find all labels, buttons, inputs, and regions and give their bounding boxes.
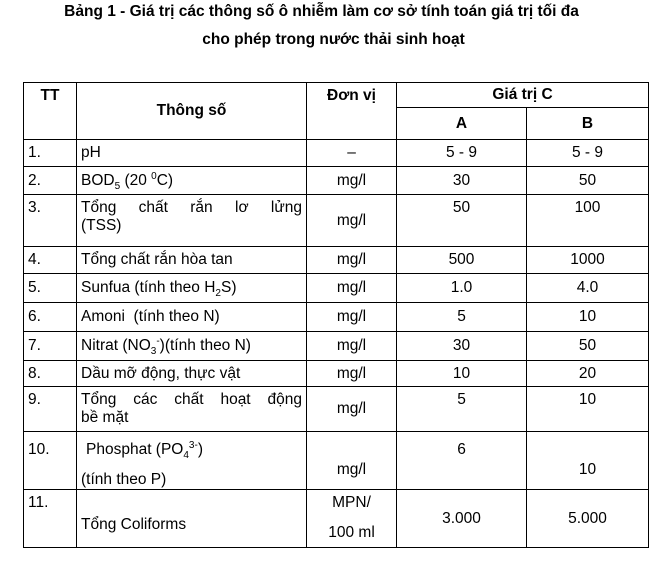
value-b-cell: 10 bbox=[527, 432, 649, 490]
value-b-cell: 100 bbox=[527, 195, 649, 247]
table-row bbox=[24, 247, 649, 274]
param-cell: Nitrat $(NO_3^-)(tính$ theo N) bbox=[77, 332, 307, 361]
param-cell: Dầu mỡ động, thực vật bbox=[77, 361, 307, 387]
value-a-cell: 5 bbox=[397, 387, 527, 432]
row-number: 11. bbox=[24, 490, 77, 548]
unit-cell: mg/l bbox=[307, 361, 397, 387]
param-cell: Tổng chất rắn hòa tan bbox=[77, 247, 307, 274]
row-number: 3. bbox=[24, 195, 77, 247]
value-a-cell: 3.000 bbox=[397, 490, 527, 548]
row-number: 6. bbox=[24, 303, 77, 332]
value-b-cell: 5 - 9 bbox=[527, 140, 649, 167]
row-number: 2. bbox=[24, 167, 77, 195]
value-a-cell: 5 bbox=[397, 303, 527, 332]
value-b-cell: 50 bbox=[527, 332, 649, 361]
value-b-cell: 20 bbox=[527, 361, 649, 387]
param-cell: pH bbox=[77, 140, 307, 167]
row-number: 10. bbox=[24, 432, 77, 490]
unit-cell: mg/l bbox=[307, 332, 397, 361]
header-tt: TT bbox=[24, 83, 77, 140]
table-row bbox=[24, 195, 649, 247]
unit-cell: mg/l bbox=[307, 247, 397, 274]
unit-cell: mg/l bbox=[307, 274, 397, 303]
unit-cell: MPN/ 100 ml bbox=[307, 490, 397, 548]
param-cell: Tổng Coliforms bbox=[77, 490, 307, 548]
row-number: 7. bbox=[24, 332, 77, 361]
row-number: 8. bbox=[24, 361, 77, 387]
unit-cell: – bbox=[307, 140, 397, 167]
table-row bbox=[24, 274, 649, 303]
header-value: Giá trị C bbox=[397, 83, 649, 108]
header-a: A bbox=[397, 108, 527, 140]
value-b-cell: 4.0 bbox=[527, 274, 649, 303]
param-cell: Phosphat $(PO_4^{3-})$ (tính theo P) bbox=[77, 432, 307, 490]
param-cell: $BOD_5$ (20 $^0$C) bbox=[77, 167, 307, 195]
unit-cell: mg/l bbox=[307, 432, 397, 490]
row-number: 9. bbox=[24, 387, 77, 432]
param-cell: Tổng chất rắn lơ lửng (TSS) bbox=[77, 195, 307, 247]
header-unit: Đơn vị bbox=[307, 83, 397, 140]
param-cell: Amoni (tính theo N) bbox=[77, 303, 307, 332]
value-a-cell: 500 bbox=[397, 247, 527, 274]
value-b-cell: 10 bbox=[527, 303, 649, 332]
table-row bbox=[24, 361, 649, 387]
value-a-cell: 6 bbox=[397, 432, 527, 490]
value-b-cell: 10 bbox=[527, 387, 649, 432]
value-a-cell: 30 bbox=[397, 167, 527, 195]
table-row bbox=[24, 490, 649, 548]
row-number: 5. bbox=[24, 274, 77, 303]
value-b-cell: 5.000 bbox=[527, 490, 649, 548]
unit-cell: mg/l bbox=[307, 303, 397, 332]
value-a-cell: 30 bbox=[397, 332, 527, 361]
value-a-cell: 5 - 9 bbox=[397, 140, 527, 167]
header-param: Thông số bbox=[77, 83, 307, 140]
param-cell: Tổng các chất hoạt động bề mặt bbox=[77, 387, 307, 432]
value-a-cell: 10 bbox=[397, 361, 527, 387]
unit-cell: mg/l bbox=[307, 195, 397, 247]
row-number: 4. bbox=[24, 247, 77, 274]
table-row bbox=[24, 167, 649, 195]
unit-cell: mg/l bbox=[307, 167, 397, 195]
param-cell: Sunfua (tính theo $H_2S$) bbox=[77, 274, 307, 303]
value-a-cell: 1.0 bbox=[397, 274, 527, 303]
table-row bbox=[24, 332, 649, 361]
value-b-cell: 1000 bbox=[527, 247, 649, 274]
row-number: 1. bbox=[24, 140, 77, 167]
pollutant-table bbox=[23, 82, 649, 548]
unit-cell: mg/l bbox=[307, 387, 397, 432]
table-row bbox=[24, 387, 649, 432]
table-row bbox=[24, 432, 649, 490]
table-row bbox=[24, 303, 649, 332]
table-row bbox=[24, 140, 649, 167]
value-a-cell: 50 bbox=[397, 195, 527, 247]
value-b-cell: 50 bbox=[527, 167, 649, 195]
table-title-line2: cho phép trong nước thải sinh hoạt bbox=[202, 31, 465, 48]
table-title-line1: Bảng 1 - Giá trị các thông số ô nhiễm làm cơ sở tính toán giá trị tối đa bbox=[64, 3, 579, 20]
header-b: B bbox=[527, 108, 649, 140]
